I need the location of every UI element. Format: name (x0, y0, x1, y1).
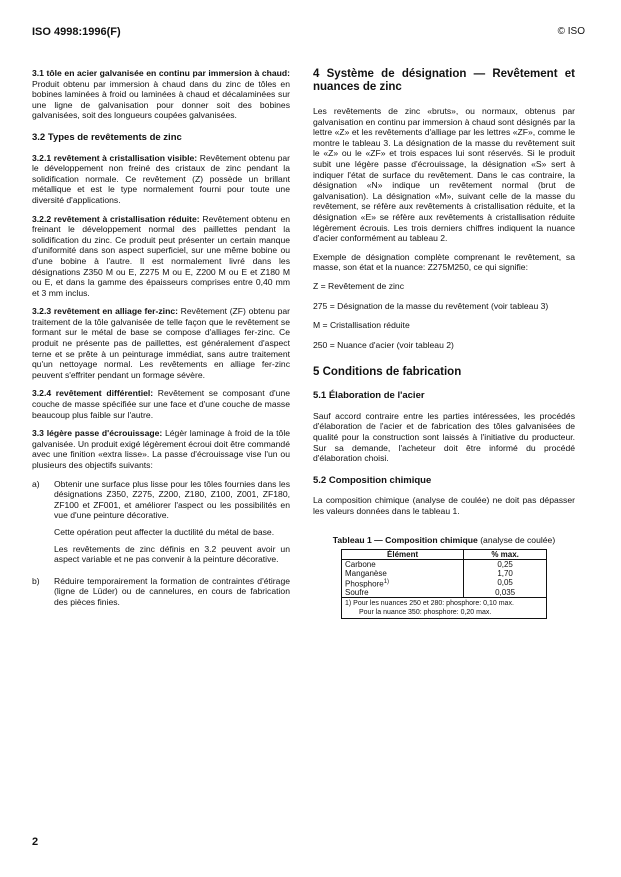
clause-number: 3.2.1 (32, 152, 52, 163)
table-footnote-row (342, 598, 547, 619)
clause-number: 3.3 (32, 428, 44, 439)
clause-term: légère passe d'écrouissage: (46, 428, 163, 439)
clause-3-2-1 (32, 153, 290, 206)
list-text: Obtenir une surface plus lisse pour les tôles fournies dans les désignations Z350, Z275, Z200, Z180, Z100, Z001, ZF180, ZF100 et ZF001, et améliorer l'aspect ou les possibilités en vue d'une peinture décorative. (54, 478, 290, 521)
clause-3-2-4 (32, 388, 290, 420)
table-caption-note: (analyse de coulée) (480, 534, 556, 545)
designation-def-m: M = Cristallisation réduite (313, 320, 410, 331)
clause-number: 3.2.4 (32, 388, 52, 399)
footnote-line-1: 1) Pour les nuances 250 et 280: phosphore: 0,10 max. (345, 600, 514, 608)
section-5-1-text: Sauf accord contraire entre les parties intéressées, les procédés d'élaboration de l'acier et de fabrication des tôles galvanisées de qualité pour la construction sont laissés à l'initiative du producteur. Sur sa demande, l'acheteur doit être informé du procédé d'élaboration choisi. (313, 410, 575, 464)
clause-number: 3.1 (32, 68, 44, 78)
table-cell-element: Manganèse (342, 569, 464, 578)
header-iso-mark: © ISO (557, 26, 585, 37)
table-cell-element: Soufre (342, 588, 464, 598)
table-row (342, 559, 547, 569)
list-text: Réduire temporairement la formation de contraintes d'étirage (ligne de Lüder) ou de cannelures, en cours de fabrication des pièces finies. (54, 575, 290, 607)
list-text: Les revêtements de zinc définis en 3.2 peuvent avoir un aspect variable et ne pas convenir à la peinture décorative. (54, 543, 290, 565)
list-item-a (32, 479, 290, 571)
element-name: Phosphore (345, 579, 384, 589)
heading-5-2: 5.2 Composition chimique (313, 474, 432, 486)
table-header-max: % max. (464, 549, 547, 559)
table-cell-value: 0,05 (464, 578, 547, 589)
table-caption-title: Tableau 1 — Composition chimique (332, 534, 478, 545)
list-item-b (32, 576, 290, 614)
table-1-chemical-composition (341, 549, 547, 620)
clause-term: revêtement à cristallisation réduite: (53, 213, 200, 224)
clause-text: Revêtement se composant d'une couche de masse spécifiée sur une face et d'une couche de masse beaucoup plus faible sur l'autre. (32, 388, 291, 420)
table-footnote (342, 598, 547, 619)
table-header-element: Élément (342, 549, 464, 559)
table-row (342, 578, 547, 589)
table-cell-value: 1,70 (464, 569, 547, 578)
section-5-2-text: La composition chimique (analyse de coulée) ne doit pas dépasser les valeurs données dans le tableau 1. (313, 495, 575, 517)
clause-text: Revêtement (ZF) obtenu par traitement de la tôle galvanisée de telle façon que le revêtement se formant sur le métal de base se compose d'alliages fer-zinc. Ce produit ne présente pas de paillettes, est généralement d'aspect terne et se prête à un peinturage immédiat, sans autre traitement qu'un nettoyage normal. Les revêtements en alliage fer-zinc peuvent s'effriter pendant un formage sévère. (32, 306, 291, 380)
table-row (342, 588, 547, 598)
table-cell-element (342, 578, 464, 589)
clause-text: Produit obtenu par immersion à chaud dans du zinc de tôles en bobines laminées à froid ou laminées à chaud et décalaminées sur une ligne de galvanisation pour donner soit des bobines galvanisées, soit des longueurs coupées galvanisées. (32, 78, 290, 121)
heading-5: 5 Conditions de fabrication (313, 366, 462, 379)
section-4-paragraph-2: Exemple de désignation complète comprenant le revêtement, sa masse, son état et la nuance: Z275M250, ce qui signifie: (313, 251, 575, 273)
footnote-ref: 1) (383, 578, 390, 585)
clause-text: Revêtement obtenu en freinant le développement normal des paillettes pendant la solidification du zinc. Ce produit peut présenter un certain manque d'uniformité dans son aspect superficiel, sur une même bobine ou d'une bobine à l'autre. Il est normalement livré dans les désignations Z350 M ou E, Z275 M ou E, Z200 M ou E et Z180 M ou E, et dans la gamme des épaisseurs comprises entre 0,40 mm et 3 mm inclus. (32, 213, 291, 298)
table-cell-value: 0,035 (464, 588, 547, 598)
clause-term: revêtement en alliage fer-zinc: (53, 306, 178, 317)
table-1-caption (313, 535, 575, 545)
list-label: b) (32, 575, 40, 586)
clause-3-1 (32, 68, 290, 121)
footnote-line-2: Pour la nuance 350: phosphore: 0,20 max. (359, 609, 492, 617)
designation-def-z: Z = Revêtement de zinc (313, 280, 404, 291)
left-column (32, 68, 290, 619)
clause-number: 3.2.3 (32, 306, 52, 317)
list-text: Cette opération peut affecter la ductilité du métal de base. (54, 526, 275, 537)
clause-term: revêtement différentiel: (55, 388, 154, 399)
clause-3-2-2 (32, 214, 290, 299)
right-column (313, 68, 575, 619)
clause-term: tôle en acier galvanisée en continu par immersion à chaud: (46, 68, 290, 78)
header-standard-id: ISO 4998:1996(F) (32, 26, 121, 38)
clause-3-3 (32, 428, 290, 470)
clause-number: 3.2.2 (32, 213, 52, 224)
designation-def-250: 250 = Nuance d'acier (voir tableau 2) (313, 339, 454, 350)
heading-5-1: 5.1 Élaboration de l'acier (313, 390, 425, 402)
clause-3-2-3 (32, 306, 290, 380)
heading-4: 4 Système de désignation — Revêtement et nuances de zinc (313, 68, 575, 93)
designation-def-275: 275 = Désignation de la masse du revêtement (voir tableau 3) (313, 300, 549, 311)
clause-text: Légèr laminage à froid de la tôle galvanisée. Un produit exigé légèrement écroui doit être commandé avec une finition «extra lisse». La passe d'écrouissage vise l'un ou plusieurs des objectifs suivants: (32, 428, 291, 470)
clause-text: Revêtement obtenu par le développement non freiné des cristaux de zinc pendant la solidification normale. Ce revêtement (Z) possède un brillant métallique et est le type normalement fourni pour toute une diversité d'applications. (32, 152, 291, 205)
heading-3-2: 3.2 Types de revêtements de zinc (32, 131, 182, 143)
table-cell-element: Carbone (342, 559, 464, 569)
list-label: a) (32, 478, 40, 489)
section-4-paragraph-1: Les revêtements de zinc «bruts», ou normaux, obtenus par galvanisation en continu par immersion à chaud sont désignés par la lettre «Z» et les revêtements d'alliage par les lettres «ZF», comme le montre le tableau 3. La désignation de la masse du revêtement suit le «Z» ou le «ZF» et trois espaces lui sont réservés. Si le produit subit une légère passe d'écrouissage, la désignation «S» sert à indiquer l'état de surface du revêtement. Dans le cas contraire, la désignation «N» indique un revêtement normal (brut de galvanisation). La désignation «M», suivant celle de la masse du revêtement, se réfère aux revêtements à cristallisation réduite, et la désignation «E» se réfère aux revêtements à cristallisation réduite légèrement écrouis. Les trois derniers chiffres indiquent la nuance d'acier conformément au tableau 2. (313, 106, 575, 244)
page-number: 2 (32, 836, 39, 848)
clause-term: revêtement à cristallisation visible: (53, 152, 198, 163)
table-row (342, 569, 547, 578)
table-cell-value: 0,25 (464, 559, 547, 569)
